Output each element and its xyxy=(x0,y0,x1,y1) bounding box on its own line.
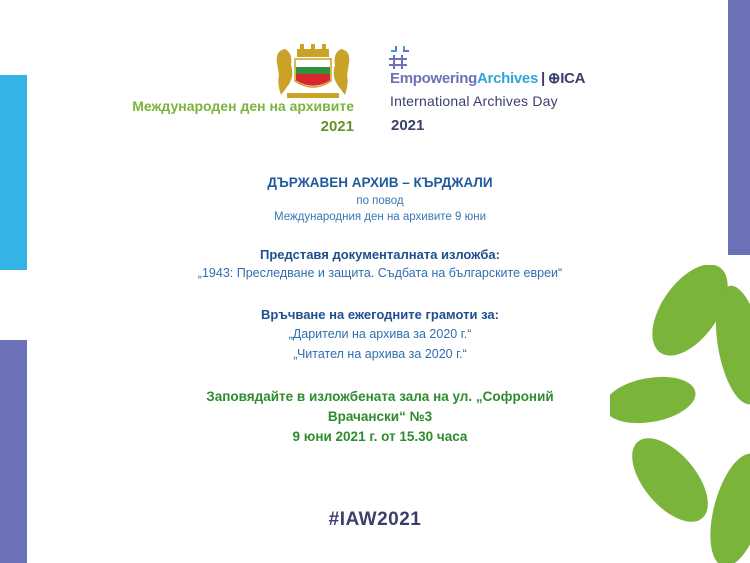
invite-line-3: 9 юни 2021 г. от 15.30 часа xyxy=(292,429,468,444)
bg-logo-year: 2021 xyxy=(320,118,354,135)
logo-archives-text: Archives xyxy=(477,70,538,87)
invite-line-2: Врачански“ №3 xyxy=(327,409,433,424)
logo-separator: | xyxy=(541,70,545,87)
right-purple-bar xyxy=(728,0,750,255)
logo-ica-text: ICA xyxy=(560,70,586,87)
invite-line-1: Заповядайте в изложбената зала на ул. „Софроний xyxy=(206,389,554,404)
ica-globe-icon: ⊕ xyxy=(547,70,561,87)
awards-intro: Връчване на ежегодните грамоти за: xyxy=(261,307,499,322)
award-reader: „Читател на архива за 2020 г.“ xyxy=(293,347,467,361)
org-name: ДЪРЖАВЕН АРХИВ – КЪРДЖАЛИ xyxy=(267,175,493,190)
exhibit-title: „1943: Преследване и защита. Съдбата на българските евреи“ xyxy=(197,266,563,280)
occasion-detail: Международния ден на архивите 9 юни xyxy=(273,211,486,223)
occasion-label: по повод xyxy=(356,195,404,207)
international-archives-day-text: International Archives Day xyxy=(390,93,558,109)
exhibit-intro: Представя документалната изложба: xyxy=(260,247,500,262)
left-blue-bar xyxy=(0,75,27,270)
hashtag: #IAW2021 xyxy=(328,509,422,530)
logo-empowering-text: Empowering xyxy=(390,70,478,87)
ica-logo-year: 2021 xyxy=(391,117,425,134)
empowering-archives-logo xyxy=(390,69,585,87)
bg-logo-title: Международен ден на архивите xyxy=(132,98,354,114)
bulgarian-crest-icon xyxy=(273,43,353,101)
award-donors: „Дарители на архива за 2020 г.“ xyxy=(288,327,472,341)
